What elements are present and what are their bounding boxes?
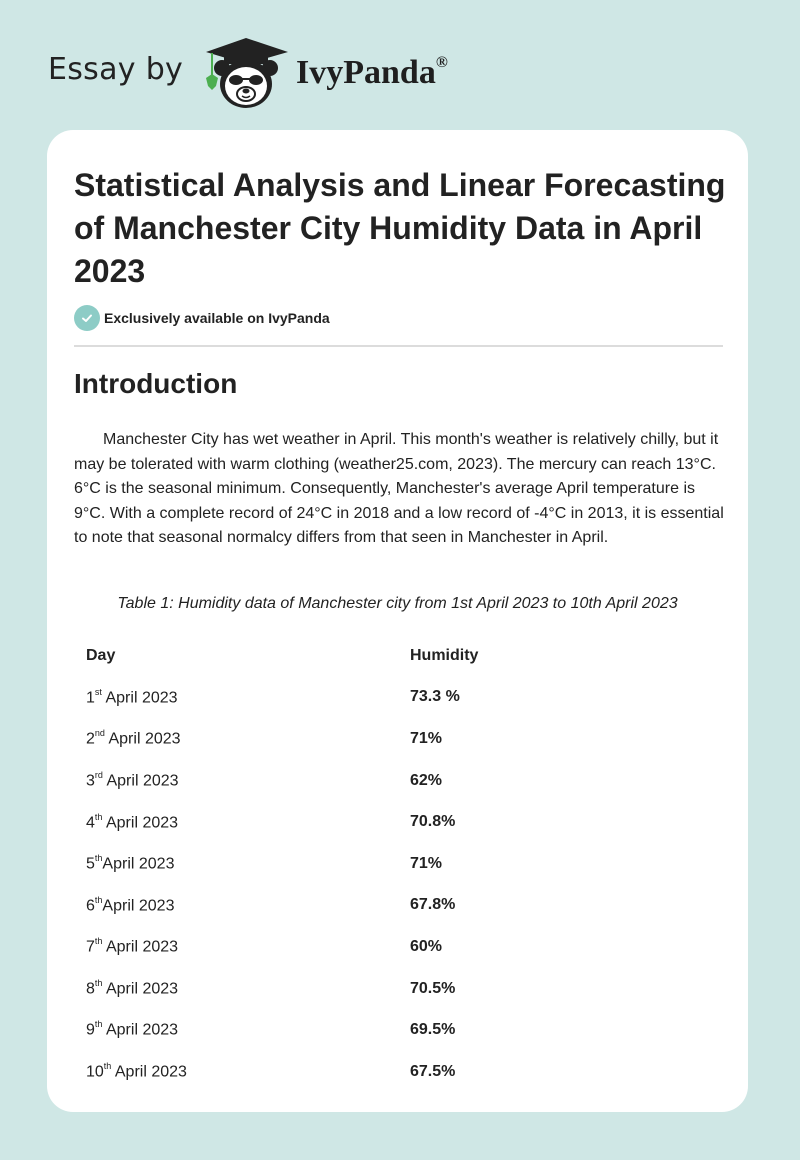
table-row — [86, 1009, 706, 1051]
day-cell — [86, 896, 410, 915]
humidity-cell: 69.5% — [410, 1021, 456, 1039]
humidity-cell: 70.8% — [410, 813, 456, 831]
ordinal-suffix: th — [94, 853, 103, 864]
day-month-year: April 2023 — [111, 1063, 187, 1081]
day-cell — [86, 771, 410, 790]
day-cell — [86, 854, 410, 873]
table-row — [86, 760, 706, 802]
day-number: 4 — [86, 813, 95, 831]
day-cell — [86, 979, 410, 998]
day-month-year: April 2023 — [102, 938, 179, 956]
section-heading-introduction: Introduction — [74, 368, 238, 399]
exclusive-badge — [74, 305, 330, 331]
day-cell — [86, 729, 410, 748]
humidity-cell: 67.5% — [410, 1062, 456, 1080]
ordinal-suffix: th — [94, 894, 103, 905]
humidity-cell: 71% — [410, 854, 443, 872]
table-caption: Table 1: Humidity data of Manchester city from 1st April 2023 to 10th April 2023 — [117, 595, 678, 612]
ordinal-suffix: th — [103, 1061, 112, 1072]
table-row — [86, 718, 706, 760]
brand-text: IvyPanda — [296, 54, 436, 91]
day-cell — [86, 1062, 410, 1081]
site-header — [0, 0, 800, 130]
check-circle-icon — [74, 305, 100, 331]
table-row — [86, 885, 706, 927]
ordinal-suffix: th — [94, 977, 103, 988]
table-row — [86, 1051, 706, 1093]
day-month-year: April 2023 — [102, 772, 179, 790]
article-card — [47, 130, 748, 1112]
essay-by-label: Essay by — [48, 52, 184, 87]
table-row — [86, 801, 706, 843]
humidity-table — [86, 635, 706, 1093]
humidity-cell: 71% — [410, 729, 443, 747]
day-cell — [86, 813, 410, 832]
ordinal-suffix: th — [94, 811, 103, 822]
day-number: 10 — [86, 1063, 104, 1081]
day-number: 2 — [86, 730, 95, 748]
day-number: 9 — [86, 1021, 95, 1039]
day-cell — [86, 688, 410, 707]
day-month-year: April 2023 — [104, 730, 181, 748]
day-cell — [86, 937, 410, 956]
ordinal-suffix: nd — [94, 728, 105, 739]
column-header-day: Day — [86, 646, 116, 664]
day-month-year: April 2023 — [102, 813, 179, 831]
day-number: 3 — [86, 772, 95, 790]
ordinal-suffix: st — [94, 686, 102, 697]
humidity-cell: 67.8% — [410, 896, 456, 914]
panda-graduate-icon[interactable] — [200, 34, 292, 110]
day-month-year: April 2023 — [102, 980, 179, 998]
day-cell — [86, 1020, 410, 1039]
day-number: 1 — [86, 689, 95, 707]
ordinal-suffix: th — [94, 936, 103, 947]
ordinal-suffix: rd — [94, 769, 103, 780]
title-divider — [74, 345, 723, 347]
brand-name[interactable] — [296, 54, 448, 92]
exclusive-text: Exclusively available on IvyPanda — [104, 310, 330, 326]
registered-mark: ® — [435, 53, 448, 71]
table-header-row — [86, 635, 706, 677]
humidity-cell: 60% — [410, 937, 443, 955]
page-title: Statistical Analysis and Linear Forecasting of Manchester City Humidity Data in April 2023 — [74, 167, 726, 289]
day-month-year: April 2023 — [101, 689, 178, 707]
day-number: 6 — [86, 897, 95, 915]
intro-paragraph: Manchester City has wet weather in April. This month's weather is relatively chilly, but it may be tolerated with warm clothing (weather25.com, 2023). The mercury can reach 13°C. 6°C is the seasonal minimum. Consequently, Manchester's average April temperature is 9°C. With a complete record of 24°C in 2018 and a low record of -4°C in 2013, it is essential to note that seasonal normalcy differs from that seen in Manchester in April. — [74, 431, 724, 546]
humidity-cell: 62% — [410, 771, 443, 789]
day-number: 8 — [86, 980, 95, 998]
table-row — [86, 926, 706, 968]
day-month-year: April 2023 — [102, 855, 175, 873]
table-row — [86, 677, 706, 719]
table-row — [86, 843, 706, 885]
humidity-cell: 73.3 % — [410, 688, 460, 706]
day-month-year: April 2023 — [102, 1021, 179, 1039]
day-number: 5 — [86, 855, 95, 873]
day-month-year: April 2023 — [102, 897, 175, 915]
ordinal-suffix: th — [94, 1019, 103, 1030]
column-header-humidity: Humidity — [410, 646, 479, 664]
day-number: 7 — [86, 938, 95, 956]
humidity-cell: 70.5% — [410, 979, 456, 997]
table-row — [86, 968, 706, 1010]
